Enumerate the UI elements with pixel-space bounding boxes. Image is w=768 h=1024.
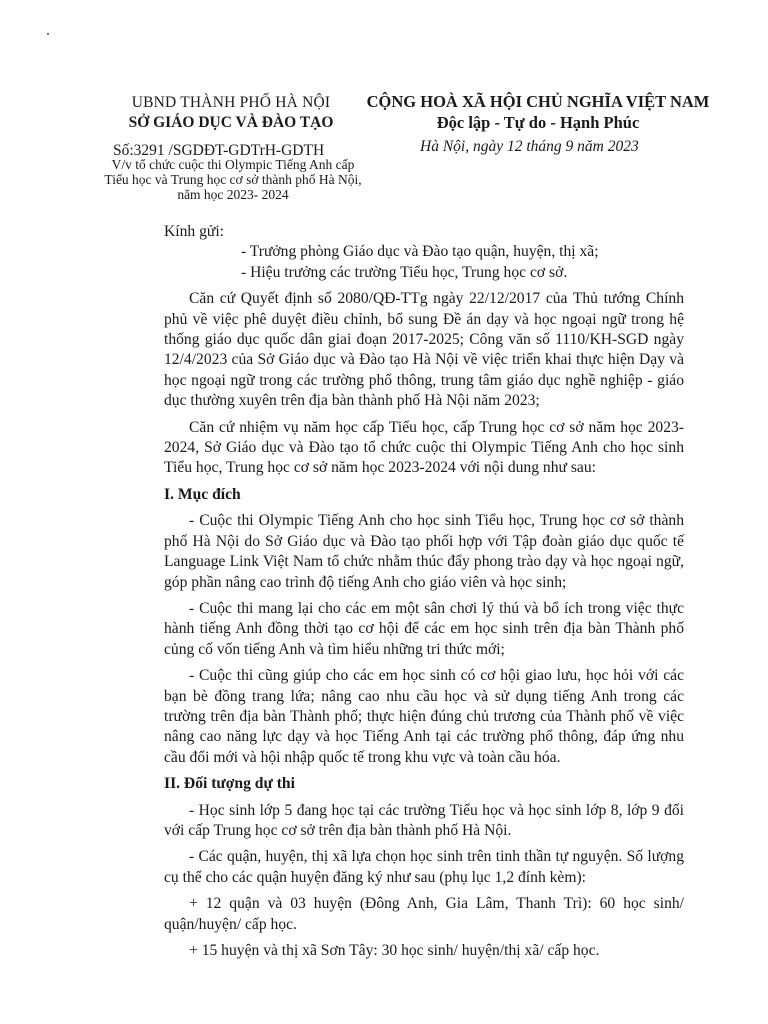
document-number: Số:3291 /SGDĐT-GDTrH-GDTH — [113, 142, 325, 159]
intro-paragraph-2: Căn cứ nhiệm vụ năm học cấp Tiểu học, cấp Trung học cơ sở năm học 2023-2024, Sở Giáo dục và Đào tạo tổ chức cuộc thi Olympic Tiếng Anh cho học sinh Tiểu học, Trung học cơ sở năm học 2023-2024 với nội dung như sau: — [164, 418, 684, 477]
scan-speck — [47, 33, 49, 35]
country-name: CỘNG HOÀ XÃ HỘI CHỦ NGHĨA VIỆT NAM — [366, 92, 710, 111]
intro-paragraph-1: Căn cứ Quyết định số 2080/QĐ-TTg ngày 22/12/2017 của Thủ tướng Chính phủ về việc phê duyệt điều chỉnh, bổ sung Đề án dạy và học ngoại ngữ trong hệ thống giáo dục quốc dân giai đoạn 2017-2025; Công văn số 1110/KH-SGD ngày 12/4/2023 của Sở Giáo dục và Đào tạo Hà Nội về việc triển khai thực hiện Dạy và học ngoại ngữ trong các trường phổ thông, trung tâm giáo dục nghề nghiệp - giáo dục thường xuyên trên địa bàn thành phố Hà Nội năm 2023; — [164, 290, 684, 410]
recipient-2: - Hiệu trưởng các trường Tiểu học, Trung học cơ sở. — [241, 263, 568, 281]
section-1-paragraph-1: - Cuộc thi Olympic Tiếng Anh cho học sinh Tiểu học, Trung học cơ sở thành phố Hà Nội do Sở Giáo dục và Đào tạo phối hợp với Tập đoàn giáo dục quốc tế Language Link Việt Nam tổ chức nhằm thúc đẩy phong trào dạy và học ngoại ngữ, góp phần nâng cao trình độ tiếng Anh cho giáo viên và học sinh; — [164, 512, 684, 591]
section-2-paragraph-4: + 15 huyện và thị xã Sơn Tây: 30 học sinh/ huyện/thị xã/ cấp học. — [189, 942, 600, 959]
document-subject: V/v tổ chức cuộc thi Olympic Tiếng Anh cấp Tiểu học và Trung học cơ sở thành phố Hà Nội, năm học 2023- 2024 — [104, 157, 362, 202]
national-heading — [358, 92, 718, 133]
section-2-paragraph-1: - Học sinh lớp 5 đang học tại các trường Tiểu học và học sinh lớp 8, lớp 9 đối với cấp Trung học cơ sở trên địa bàn thành phố Hà Nội. — [164, 801, 684, 839]
agency-name: UBND THÀNH PHỐ HÀ NỘI — [131, 94, 331, 111]
section-1-heading: I. Mục đích — [164, 485, 241, 503]
section-2-paragraph-2: - Các quận, huyện, thị xã lựa chọn học sinh trên tinh thần tự nguyện. Số lượng cụ thể cho các quận huyện đăng ký như sau (phụ lục 1,2 đính kèm): — [164, 848, 684, 886]
section-1-paragraph-2: - Cuộc thi mang lại cho các em một sân chơi lý thú và bổ ích trong việc thực hành tiếng Anh đồng thời tạo cơ hội để các em học sinh trên địa bàn Thành phố củng cố vốn tiếng Anh và tìm hiểu những tri thức mới; — [164, 599, 684, 658]
section-1-paragraph-3: - Cuộc thi cũng giúp cho các em học sinh có cơ hội giao lưu, học hỏi với các bạn bè đồng trang lứa; nâng cao nhu cầu học và sử dụng tiếng Anh trong các trường trên địa bàn Thành phố; thực hiện đúng chủ trương của Thành phố về việc nâng cao năng lực dạy và học Tiếng Anh tại các trường phổ thông, đáp ứng nhu cầu đổi mới và hội nhập quốc tế trong khu vực và toàn cầu hóa. — [164, 667, 684, 766]
national-motto: Độc lập - Tự do - Hạnh Phúc — [436, 113, 640, 132]
recipient-1: - Trưởng phòng Giáo dục và Đào tạo quận, huyện, thị xã; — [241, 243, 599, 261]
document-body — [164, 222, 684, 961]
greeting: Kính gửi: — [164, 223, 224, 240]
issuer-block — [90, 93, 372, 133]
department-name: SỞ GIÁO DỤC VÀ ĐÀO TẠO — [128, 114, 334, 131]
document-date: Hà Nội, ngày 12 tháng 9 năm 2023 — [420, 138, 639, 155]
section-2-paragraph-3: + 12 quận và 03 huyện (Đông Anh, Gia Lâm, Thanh Trì): 60 học sinh/ quận/huyện/ cấp học. — [164, 895, 684, 933]
section-2-heading: II. Đối tượng dự thi — [164, 775, 295, 793]
